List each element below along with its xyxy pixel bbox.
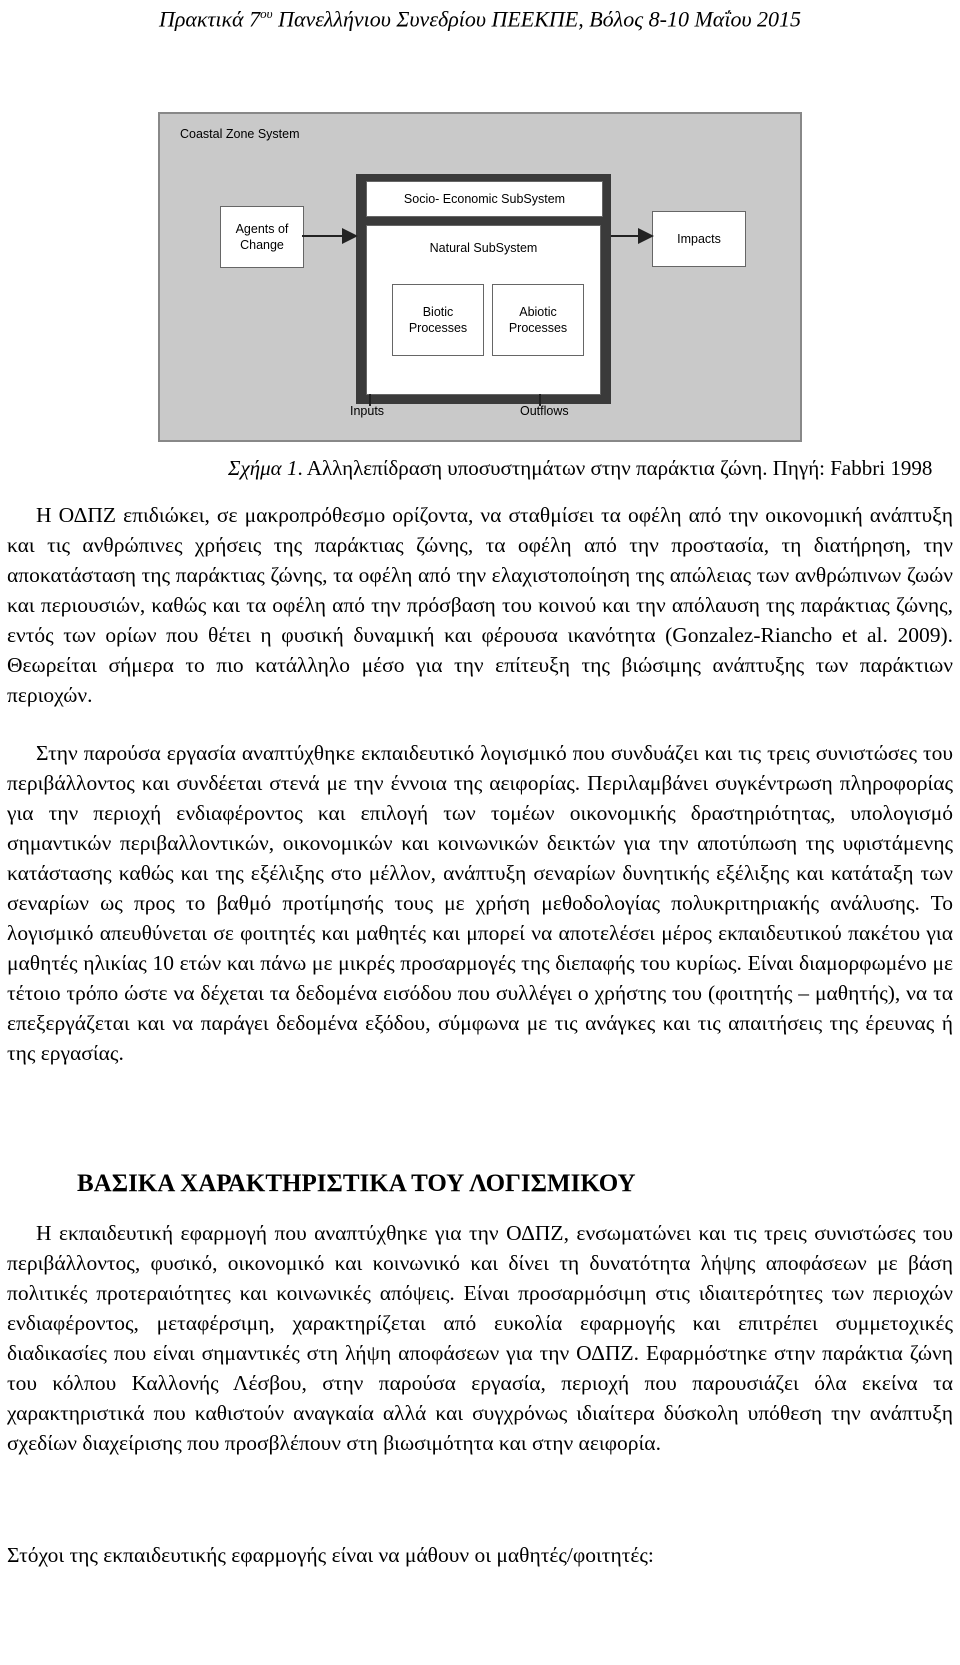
paragraph-2: Στην παρούσα εργασία αναπτύχθηκε εκπαιδευτικό λογισμικό που συνδυάζει και τις τρεις συνιστώσες του περιβάλλοντος και συνδέεται στενά με την έννοια της αειφορίας. Περιλαμβάνει συγκέντρωση πληροφορίας για την περιοχή ενδιαφέροντος και επιλογή των τομέων οικονομικής δραστηριότητας, υπολογισμό σημαντικών περιβαλλοντικών, οικονομικών και κοινωνικών δεικτών για την αποτύπωση της υφιστάμενης κατάστασης καθώς και της εξέλιξης στο μέλλον, ανάπτυξη σεναρίων δυνητικής εξέλιξης και κατάταξη των σεναρίων ως προς το βαθμό προτίμησής τους με χρήση μεθοδολογίας πολυκριτηριακής ανάλυσης. Το λογισμικό απευθύνεται σε φοιτητές και μαθητές και μπορεί να αποτελέσει μέρος εκπαιδευτικού πακέτου για μαθητές ηλικίας 10 ετών και πάνω με μικρές προσαρμογές της διεπαφής του κυρίως. Είναι διαμορφωμένο με τέτοιο τρόπο ώστε να δέχεται τα δεδομένα εισόδου που συλλέγει ο χρήστης του (φοιτητής – μαθητής), να τα επεξεργάζεται και να παράγει δεδομένα εξόδου, σύμφωνα με τις ανάγκες και τις απαιτήσεις της έρευνας ή της εργασίας.: [7, 741, 953, 1065]
paragraph-1: Η ΟΔΠΖ επιδιώκει, σε μακροπρόθεσμο ορίζοντα, να σταθμίσει τα οφέλη από την οικονομική ανάπτυξη και τις ανθρώπινες χρήσεις της παράκτιας ζώνης, τα οφέλη από την προστασία, τη διατήρηση, την αποκατάσταση της παράκτιας ζώνης, τα οφέλη από την ελαχιστοποίηση της απώλειας των ανθρώπινων ζωών και περιουσιών, καθώς και τα οφέλη από την πρόσβαση του κοινού και την απόλαυση της παράκτιας ζώνης, εντός των ορίων που θέτει η φυσική δυναμική και φέρουσα ικανότητα (Gonzalez-Riancho et al. 2009). Θεωρείται σήμερα το πιο κατάλληλο μέσο για την επίτευξη της βιώσιμης ανάπτυξης των παράκτιων περιοχών.: [7, 503, 953, 707]
natural-subsystem-box: Natural SubSystem: [366, 225, 601, 395]
biotic-processes-box: Biotic Processes: [392, 284, 484, 356]
header-text: Πρακτικά 7: [158, 6, 261, 32]
diagram-arrows: [160, 114, 800, 440]
caption-text: . Αλληλεπίδραση υποσυστημάτων στην παράκτια ζώνη. Πηγή: Fabbri 1998: [297, 456, 933, 480]
figure-caption: [228, 454, 932, 482]
socio-economic-subsystem-box: Socio- Economic SubSystem: [366, 181, 603, 217]
paragraph-4: Στόχοι της εκπαιδευτικής εφαρμογής είναι να μάθουν οι μαθητές/φοιτητές:: [7, 1543, 654, 1567]
caption-label: Σχήμα 1: [228, 456, 298, 480]
section-heading: ΒΑΣΙΚΑ ΧΑΡΑΚΤΗΡΙΣΤΙΚΑ ΤΟΥ ΛΟΓΙΣΜΙΚΟΥ: [77, 1170, 636, 1197]
outflows-label: Outflows: [520, 404, 569, 418]
abiotic-processes-box: Abiotic Processes: [492, 284, 584, 356]
inputs-label: Inputs: [350, 404, 385, 418]
coastal-zone-diagram: [158, 112, 802, 442]
diagram-title: Coastal Zone System: [180, 127, 300, 141]
paragraph-3: Η εκπαιδευτική εφαρμογή που αναπτύχθηκε για την ΟΔΠΖ, ενσωματώνει και τις τρεις συνιστώσες του περιβάλλοντος, φυσικό, οικονομικό και κοινωνικό και δίνει τη δυνατότητα λήψης αποφάσεων με βάση πολιτικές προτεραιότητες και κοινωνικές απόψεις. Είναι προσαρμόσιμη στις ιδιαιτερότητες των περιοχών ενδιαφέροντος, μεταφέρσιμη, χαρακτηρίζεται από ευκολία εφαρμογής και επιτρέπει συμμετοχικές διαδικασίες που είναι σημαντικές στη λήψη αποφάσεων για την ΟΔΠΖ. Εφαρμόστηκε στην παράκτια ζώνη του κόλπου Καλλονής Λέσβου, στην παρούσα εργασία, περιοχή που παρουσιάζει όλα εκείνα τα χαρακτηριστικά που καθιστούν αναγκαία αλλά και συγχρόνως ιδιαίτερα δύσκολη υπόθεση την ανάπτυξη σχεδίων διαχείρισης που προσβλέπουν στη βιωσιμότητα και στην αειφορία.: [7, 1221, 953, 1455]
impacts-box: Impacts: [652, 211, 746, 267]
header-text-rest: Πανελλήνιου Συνεδρίου ΠΕΕΚΠΕ, Βόλος 8-10 Μαΐου 2015: [272, 6, 802, 32]
page-header: [0, 0, 960, 33]
agents-of-change-box: Agents of Change: [220, 206, 304, 268]
header-superscript: ου: [260, 6, 273, 21]
